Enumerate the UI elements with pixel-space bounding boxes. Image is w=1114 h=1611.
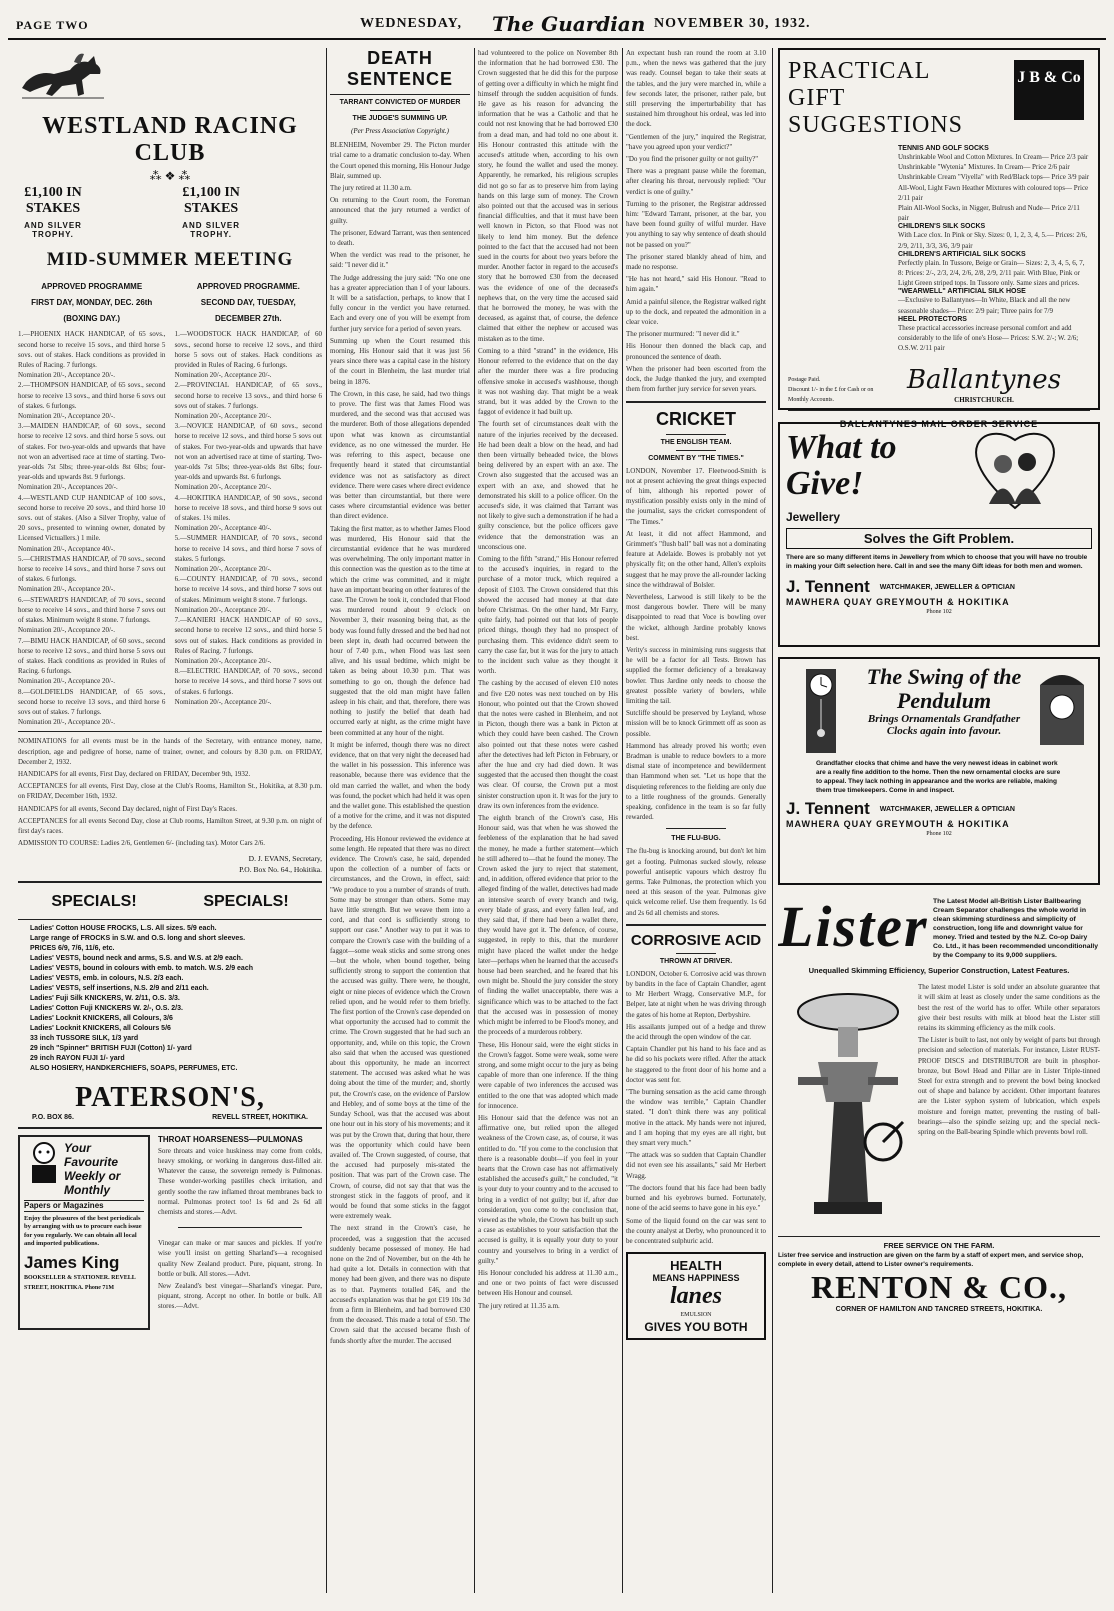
jk-line: Weekly or	[64, 1168, 121, 1183]
lanes-emulsion-ad	[626, 1252, 766, 1340]
column-racing-club	[18, 48, 322, 1593]
newspaper-title: The Guardian	[492, 12, 646, 36]
race-entry: Nomination 20/-, Acceptance 20/-.	[174, 371, 272, 380]
masthead-date: NOVEMBER 30, 1932.	[654, 16, 811, 31]
programme-heading: APPROVED PROGRAMME	[41, 282, 143, 292]
specials-item: Ladies' Cotton HOUSE FROCKS, L.S. All sizes. 5/9 each.	[30, 924, 217, 932]
race-entry: 1.—WOODSTOCK HACK HANDICAP, of 60 sovs., second horse to receive 12 sovs., and third horse 5 sovs out of stakes. Hack conditions as provided in Rules of Racing. 6 furlongs.	[174, 330, 322, 370]
column-advertisements	[778, 48, 1100, 1593]
product-description: Plain All-Wool Socks, in Nigger, Bulrush and Nude— Price 2/11 pair	[898, 204, 1080, 223]
article-paragraph: "He has not heard," said His Honour. "Read to him again."	[626, 275, 766, 294]
column-trial-continued	[478, 48, 618, 1593]
renton-name: RENTON & CO.,	[811, 1269, 1067, 1306]
health-brand: lanes	[669, 1283, 722, 1310]
product-heading: "WEARWELL" ARTIFICIAL SILK HOSE	[898, 288, 1026, 296]
race-entry: Nomination 20/-, Acceptance 20/-.	[174, 656, 272, 665]
tennent-address: MAWHERA QUAY GREYMOUTH & HOKITIKA	[786, 819, 1010, 829]
race-entry: Nomination 20/-, Acceptance 40/-.	[174, 524, 272, 533]
article-paragraph: The Judge addressing the jury said: "No one one has a greater appreciation than I of your labours. It will be a satisfaction, perhaps, to know that I fully concur in the verdict you have returned. Each and every one of you will be exempt from further jury service for a period of seven years.	[330, 273, 470, 333]
trophy-day1: AND SILVER TROPHY.	[24, 221, 82, 240]
article-paragraph: The eighth branch of the Crown's case, His Honour said, was that when he was showed the feebleness of the explanation that he had saved the money, he made a further statement—which he still adhered to—that he found the money. The Crown asked the jury to reject that statement, and, in addition, offered evidence that prior to the alleged finding of the wallet, detectives had made an intensive search of every branch and twig, every blade of grass, and every fallen leaf, and they said that, if there had been a wallet there, they would have got it. The defence, of course, suggested, in reply to this, that the murderer might have placed the wallet under the hedge later—perhaps when he learned that the accused's house had been searched, and he feared that his own might be. Should the jury consider the story of finding the wallet unacceptable, there was a significance which was to be attached to the fact that the accused was in possession of money which might be inferred to be Flood's money, and the proceeds of a murderous robbery.	[478, 814, 618, 1037]
article-paragraph: Summing up when the Court resumed this morning, His Honour said that it was just 56 years since there was a capital case in the history of the court in Blenheim, the last murder trial being in 1876.	[330, 336, 470, 386]
subheadline: TARRANT CONVICTED OF MURDER	[339, 99, 461, 106]
column-death-sentence	[330, 48, 470, 1593]
health-line: MEANS HAPPINESS	[652, 1273, 740, 1284]
race-entry: 1.—PHOENIX HACK HANDICAP, of 65 sovs., second horse to receive 15 sovs., and third horse 5 sovs. out of stakes. Hack conditions as provided in Rules of Racing. 7 furlongs.	[18, 330, 166, 370]
programme-heading: APPROVED PROGRAMME.	[196, 282, 300, 292]
pendulum-title: The Swing of the Pendulum	[866, 664, 1022, 713]
cricket-paragraph: LONDON, November 17. Fleetwood-Smith is not at present achieving the great things expected of him, although his reported power of mystification possibly exists only in the mind of the journalist, says the cricket correspondent of "The Times."	[626, 466, 766, 526]
race-entry: 3.—MAIDEN HANDICAP, of 60 sovs., second horse to receive 12 sovs. and third horse 5 sovs. out of stakes. For two-year-olds and upwards that have not won an advertised race at time of starting. Two-year-olds 7st 5lbs; three-year-olds 8st 6lbs; four-year-olds and upwards 8st. 9 furlongs.	[18, 422, 166, 482]
programme-heading: SECOND DAY, TUESDAY,	[200, 298, 296, 308]
specials-item: Large range of FROCKS in S.W. and O.S. long and short sleeves.	[30, 934, 246, 942]
club-name: WESTLAND RACING CLUB	[42, 113, 298, 167]
acid-paragraph: "The attack was so sudden that Captain Chandler did not even see his assailants," said Mr Herbert Wragg.	[626, 1151, 766, 1180]
race-note: HANDICAPS for all events, Second Day declared, night of First Day's Races.	[18, 804, 237, 813]
racehorse-icon	[18, 48, 108, 104]
article-paragraph: The next strand in the Crown's case, he proceeded, was a suggestion that the accused suddenly became possessed of money. He had none on the 2nd of November, but on the 4th he had quite a lot. Details in connection with that money had been given, and there was no dispute as to that. Payments totalled £46, and the accused's explanation was that he got £19 10s 3d from a firm in Blenheim, and had borrowed £30 from the deceased. This made a total of £50. The Crown said that the accused became flush of funds shortly after the murder. The accused	[330, 1224, 470, 1345]
race-entry: 7.—KANIERI HACK HANDICAP of 60 sovs., second horse to receive 12 sovs., and third horse 5 sovs out of stakes. Hack conditions as provided in Rules of Racing. 7 furlongs.	[174, 616, 322, 655]
solves-label: Solves the Gift Problem.	[786, 528, 1092, 549]
product-description: Unshrinkable Cream "Viyella" with Red/Black tops— Price 3/9 pair	[898, 173, 1090, 182]
store-street: REVELL STREET, HOKITIKA.	[212, 1113, 308, 1121]
jk-line: Favourite	[64, 1154, 119, 1169]
tennent-clocks-ad	[778, 657, 1100, 885]
product-heading: HEEL PROTECTORS	[898, 315, 967, 323]
cricket-paragraph: At least, it did not affect Hammond, and Grimmett's "flush ball" ball was not a dominating feature at Adelaide. Bowes is probably not yet physically fit; on the other hand, Allen's exploits suggest that he may prove the all-rounder lacking since the withdrawal of Bolsler.	[626, 529, 766, 589]
couple-illustration	[945, 430, 1085, 510]
race-entry: Nomination 20/-, Acceptance 20/-.	[18, 718, 115, 727]
cricket-sub: COMMENT BY "THE TIMES."	[648, 454, 744, 462]
race-entry: 6.—COUNTY HANDICAP, of 70 sovs., second horse to receive 14 sovs., and third horse 7 sovs out of stakes. Minimum weight 8 stone. 7 furlongs.	[174, 575, 322, 604]
article-paragraph: The Crown, in this case, he said, had two things to prove. The first was that James Flood was murdered, and the second was that accused was the murderer. Both of those allegations depended upon what was known as circumstantial evidence, as no one witnessed the murder. He was referring to this aspect, because one frequently heard it stated that circumstantial evidence was not as satisfactory as direct evidence. There were cases where direct evidence was better than circumstantial, but there were cases where circumstantial evidence was better than direct evidence.	[330, 389, 470, 521]
mantel-clock-icon	[1032, 665, 1092, 755]
article-paragraph: An expectant hush ran round the room at 3.10 p.m., when the news was gathered that the jury was ready. Counsel began to take their seats at the tables, and the jury were marched in, while a few seconds later, the prisoner, rather pale, but still preserving the imperturbability that has sustained him throughout his ordeal, was led into the dock.	[626, 49, 766, 129]
article-paragraph: Coming to a third "strand" in the evidence, His Honour referred to the evidence that on the day after the murder there was a fire producing offensive smoke in accused's washhouse, though it was not washing day. That might be a weak strand, but it was added by the Crown to the faggot of evidence it had built up.	[478, 346, 618, 417]
throat-headline: THROAT HOARSENESS—PULMONAS	[158, 1134, 303, 1144]
tennent-trade: WATCHMAKER, JEWELLER & OPTICIAN	[879, 583, 1015, 591]
race-note: ACCEPTANCES for all events Second Day, close at Club rooms, Hamilton Street, at 9.30 p.m. on night of first day's races.	[18, 816, 322, 835]
article-paragraph: "Gentlemen of the jury," inquired the Registrar, "have you agreed upon your verdict?"	[626, 132, 766, 151]
product-description: Perfectly plain. In Tussore, Beige or Grain— Sizes: 2, 3, 4, 5, 6, 7, 8: Prices: 2/-, 2/3, 2/4, 2/6, 2/8, 2/9, 2/11 pair. With Blue, Pink or Light Green striped tops. In Tussore only. Same sizes and prices.	[898, 258, 1085, 288]
specials-item: 29 inch RAYON FUJI 1/- yard	[30, 1054, 125, 1062]
gift-title: PRACTICAL	[788, 58, 931, 84]
flu-headline: THE FLU-BUG.	[671, 835, 721, 843]
race-entry: 5.—SUMMER HANDICAP, of 70 sovs., second horse to receive 14 sovs., and third horse 7 sovs of stakes. 5 furlongs.	[174, 534, 322, 563]
race-note: ACCEPTANCES for all events, First Day, close at the Club's Rooms, Hamilton St., Hokitika, at 8.30 p.m. on FRIDAY, December 16th, 1932.	[18, 782, 322, 801]
tennent-trade: WATCHMAKER, JEWELLER & OPTICIAN	[879, 805, 1015, 813]
race-entry: Nomination 20/-, Acceptance 20/-.	[174, 412, 272, 421]
jk-line: Monthly	[64, 1182, 110, 1197]
lister-brand: Lister	[778, 894, 929, 959]
acid-headline: CORROSIVE ACID	[630, 931, 762, 949]
article-paragraph: The prisoner, Edward Tarrant, was then sentenced to death.	[330, 228, 470, 248]
reader-figure-icon	[24, 1141, 64, 1191]
specials-heading: SPECIALS!	[203, 892, 289, 910]
flu-text: The flu-bug is knocking around, but don't let him get a footing. Pulmonas sucked slowly, release powerful antiseptic vapours which destroy flu germs. Take Pulmonas, the protection which you need at this season of the year. Pulmonas give quick welcome relief. Use them frequently. 1s 6d and 2s 6d all chemists and stores.	[626, 847, 766, 917]
specials-item: Ladies' VESTS, bound neck and arms, S.S. and W.S. at 2/9 each.	[30, 954, 243, 962]
store-box: P.O. BOX 86.	[32, 1113, 74, 1121]
tennent-phone: Phone 102	[926, 609, 952, 615]
race-entry: Nomination 20/-, Acceptance 40/-.	[18, 544, 115, 553]
article-paragraph: "Do you find the prisoner guilty or not guilty?"	[626, 155, 759, 164]
specials-item: PRICES 6/9, 7/6, 11/6, etc.	[30, 944, 115, 952]
secretary-address: P.O. Box No. 64., Hokitika.	[239, 864, 322, 874]
cricket-headline: CRICKET	[656, 408, 736, 429]
credit: (Per Press Association Copyright.)	[351, 127, 449, 135]
race-entry: Nomination 20/-, Acceptance 20/-.	[174, 483, 272, 492]
product-heading: CHILDREN'S ARTIFICIAL SILK SOCKS	[898, 250, 1026, 258]
acid-paragraph: LONDON, October 6. Corrosive acid was thrown by bandits in the face of Captain Chandler, agent to Mr Herbert Wragg, Conservative M.P., for Belper, late at night when he was driving through the gates of his home at Repton, Derbyshire.	[626, 969, 766, 1019]
race-entry: Nomination 20/-, Acceptances 20/-.	[18, 483, 118, 492]
ballantynes-signature: Ballantynes	[906, 365, 1062, 396]
race-entry: 4.—WESTLAND CUP HANDICAP of 100 sovs., second horse to receive 20 sovs., and third horse 10 sovs. out of stakes. (Also a Silver Trophy, value of 20 sovs., presented to winning owner, donated by Licensed Victuallers.) 1 mile.	[18, 493, 166, 543]
cricket-paragraph: Hammond has already proved his worth; even Bradman is unable to reduce bowlers to a more dismal state of incompetence and bewilderment than Hammond when set. "Let us hope that the disquieting references to the fielding are only due to a little roughness of the grounds. Generally speaking, confidence in the team is so far fully rewarded.	[626, 741, 766, 822]
ballantynes-logo: J B & Co	[1014, 60, 1084, 120]
race-note: NOMINATIONS for all events must be in the hands of the Secretary, with entrance money, name, description, age and pedigree of horse, name of trainer, owner, and colours by 8.30 p.m. on FRIDAY, December 2, 1932.	[18, 737, 322, 766]
vinegar-text: Vinegar can make or mar sauces and pickles. If you're wise you'll insist on getting Sharland's—a recognised quality New Zealand product. Pure, piquant, strong. In bottle or bulk. All stores.—Advt.	[158, 1239, 322, 1278]
race-entry: Nomination 20/-, Acceptance 20/-.	[18, 626, 115, 635]
cricket-paragraph: Verity's success in minimising runs suggests that he will be a factor for all Tests. Brown has supplied the former deficiency of a breakaway bowler. Thus Jardine only needs to choose the greatest possible variety of bowlers, while limiting the tail.	[626, 645, 766, 705]
specials-item: ALSO HOSIERY, HANDKERCHIEFS, SOAPS, PERFUMES, ETC.	[30, 1064, 238, 1072]
race-entry: Nomination 20/-, Acceptance 20/-.	[18, 677, 115, 686]
tennent-phone: Phone 102	[926, 831, 952, 837]
race-entry: Nomination 20/-, Acceptance 20/-.	[174, 697, 272, 706]
subheadline: THE JUDGE'S SUMMING UP.	[352, 115, 448, 122]
page-number: PAGE TWO	[16, 18, 89, 32]
article-paragraph: The prisoner stared blankly ahead of him, and made no response.	[626, 252, 766, 272]
article-paragraph: His Honour said that the defence was not an affirmative one, but relied upon the alleged weakness of the Crown case, as, of course, it was entitled to do. "If you come to the conclusion that there is a reasonable doubt—if you feel in your hearts that the Crown case has not affirmatively established the accused's guilt," he concluded, "it is your duty to your country and to the accused to bring in a verdict of not guilty; but if, after due consideration, you come to the conclusion that, viewed as the whole, the Crown has built up such a case as establishes to your satisfaction that the accused is guilty, it is equally your duty to your country and yourselves to bring in a verdict of guilty."	[478, 1113, 618, 1265]
lister-paragraph: The latest model Lister is sold under an absolute guarantee that it will skim at least as closely under the same conditions as the best the rest of the world has to offer. While other separators give their best results with milk at blood heat the Lister still retains its skimming efficiency as the milk cools.	[918, 983, 1100, 1033]
gift-title: GIFT	[788, 85, 846, 111]
renton-address: CORNER OF HAMILTON AND TANCRED STREETS, HOKITIKA.	[835, 1306, 1043, 1314]
free-service-head: FREE SERVICE ON THE FARM.	[883, 1241, 995, 1251]
race-entry: 4.—HOKITIKA HANDICAP, of 90 sovs., second horse to receive 18 sovs., and third horse 9 sovs out of stakes. 1¼ miles.	[174, 493, 322, 523]
race-entry: 2.—PROVINCIAL HANDICAP, of 65 sovs., second horse to receive 13 sovs., and third horse 6 sovs out of stakes. 7 furlongs.	[174, 381, 322, 410]
article-paragraph: Taking the first matter, as to whether James Flood was murdered, His Honour said that the circumstantial evidence that he was murdered was overwhelming. The only important matter in this connection was the question as to the time at which the crime was committed, and it might have an important bearing on other features of the case. The Crown he took it, concluded that Flood was murdered round about 9 o'clock on November 3, their reasoning being that, as the body was found fully dressed and the bed had not been slept in, death had occurred between the hour of 7.40 p.m., when Flood was last seen alive, and his usual bedtime, which might be taken as being about 10.30 p.m. That was something to go on, though the defence had suggested that the old man might have fallen asleep in his chair, and that, therefore, there was nothing to justify the belief that death had occurred early at night, as the crime might have been committed at any hour of the night.	[330, 524, 470, 737]
trophy-day2: AND SILVER TROPHY.	[182, 221, 241, 240]
ornament: ⁂ ❖ ⁂	[149, 169, 191, 184]
product-description: Unshrinkable Wool and Cotton Mixtures. In Cream— Price 2/3 pair	[898, 153, 1089, 161]
give: Give!	[786, 465, 864, 502]
jk-name: James King	[24, 1252, 120, 1272]
stakes-day2: £1,100 IN STAKES	[182, 185, 240, 217]
acid-paragraph: Some of the liquid found on the car was sent to the county analyst at Derby, who pronounced it to be concentrated sulphuric acid.	[626, 1216, 766, 1245]
health-line: GIVES YOU BOTH	[644, 1320, 748, 1335]
acid-paragraph: His assailants jumped out of a hedge and threw the acid through the open window of the car.	[626, 1022, 766, 1042]
race-entry: 8.—GOLDFIELDS HANDICAP, of 65 sovs., second horse to receive 13 sovs., and third horse 6 sovs out of stakes. 7 furlongs.	[18, 687, 166, 716]
cricket-paragraph: Nevertheless, Larwood is still likely to be the most dangerous bowler. There will be many disappointed to read that Voce is bowling over the wicket, although Jardine probably knows best.	[626, 592, 766, 642]
article-paragraph: Proceeding, His Honour reviewed the evidence at some length. He repeated that there was no direct evidence. The Crown's case, he said, depended upon the collection of a number of facts or circumstances, and the Crown, in effect, said: "We produce to you a number of strands of truth. Some may be stronger than others. Some may have little strength. But we weave them into a cord, and that cord is sufficiently strong to support our case." Another way to put it was to compare the Crown's case with the building of a faggot—some weak sticks and some strong ones—but the whole, when bound together, being sufficiently strong to support the contention that the accused was guilty. There were, he thought, eight or nine pieces of evidence which the Crown relied upon, and he would refer to them briefly. The first portion of the Crown's case depended on what opportunity the accused had to commit the crime. The Crown suggested that he had such an opportunity, and, while on this topic, the Crown also said that when the accused was questioned about this opportunity, he made an incorrect statement. The accused was asked what he was doing about the time of the murder; and, shortly put, the Crown's case, on the evidence of Parslow and Hebley, and of some boys at the time of the Sunday School, was that the accused was about one hour out in his story of his movements; and it was put by the Crown that, during that hour, there was the opportunity which could have been availed of. The Crown suggested, of course, that the accused had purposely mis-stated the position. That was part of the Crown case. The Crown, of course, did not say that that was the strongest stick in the faggots of proof, and it would be found that some sticks in the faggot were extremely weak.	[330, 834, 470, 1221]
race-note: HANDICAPS for all events, First Day, declared on FRIDAY, December 9th, 1932.	[18, 769, 251, 778]
health-line: HEALTH	[670, 1258, 722, 1274]
specials-item: Ladies' Locknit KNICKERS, all Colours, 3/6	[30, 1014, 173, 1022]
article-paragraph: It might be inferred, though there was no direct evidence, that on that very night the deceased had the wallet in his possession. This inference was reasonable, because there was evidence that the old man carried the wallet, and when the body was found, the pocket which had held it was open and the wallet gone. This established the question of a motive for the crime, and it was not disputed by the defence.	[330, 740, 470, 831]
specials-item: 33 inch TUSSORE SILK, 1/3 yard	[30, 1034, 139, 1042]
stakes-row	[18, 185, 322, 239]
acid-paragraph: "The doctors found that his face had been badly burned and his eyebrows burned. Fortunately, none of the acid seems to have gone in his eye."	[626, 1183, 766, 1213]
acid-sub: THROWN AT DRIVER.	[659, 957, 733, 965]
ballantynes-ad	[778, 48, 1100, 429]
article-paragraph: Coming to the fifth "strand," His Honour referred to the accused's inquiries, in regard to the purchase of a motor truck, which required a deposit of £103. The Crown considered that this showed the accused had money at that date before Christmas. On the other hand, Mr Farry, quite fairly, had pointed out that lots of people priced things, though they had no prospect of purchasing them. This evidence didn't seem to carry the case far, but it was for the jury to attach to the incident such value as they thought it worth.	[478, 554, 618, 676]
race-entry: 8.—ELECTRIC HANDICAP, of 70 sovs., second horse to receive 14 sovs., and third horse 7 sovs out of stakes. 6 furlongs.	[174, 667, 322, 696]
programme-day2	[175, 277, 322, 727]
race-notes	[18, 736, 322, 848]
specials-item: Ladies' Locknit KNICKERS, all Colours 5/6	[30, 1024, 171, 1032]
product-description: With Lace clox. In Pink or Sky. Sizes: 0, 1, 2, 3, 4, 5.— Prices: 2/6, 2/9, 2/11, 3/3, 3/6, 3/9 pair	[898, 231, 1088, 250]
race-entry: 5.—CHRISTMAS HANDICAP, of 70 sovs., second horse to receive 14 sovs., and third horse 7 sovs out of stakes. 6 furlongs.	[18, 554, 166, 584]
article-paragraph: The cashing by the accused of eleven £10 notes and five £20 notes was next touched on by His Honour, who pointed out that the Crown showed that the notes were cashed in Blenheim, and not in Picton, though there was a bank in Picton at which they could have been cashed. The Crown also pointed out that these notes were cashed after the detectives had left Picton in February, or after the hue and cry had died down. It was suggested that the accused then thought the coast was clear. Of course, the Crown put a most sinister construction upon it. It was for the jury to draw its own inferences from the evidence.	[478, 679, 618, 810]
article-paragraph: These, His Honour said, were the eight sticks in the Crown's faggot. Some were weak, some were strong, and some might occur to the jury as being capable of more than one inference. If the thing were capable of two inferences the accused was entitled to the one that was adopted which made for innocence.	[478, 1040, 618, 1110]
tennent-name: J. Tennent	[786, 799, 870, 818]
ballantynes-footer: BALLANTYNES MAIL ORDER SERVICE	[839, 418, 1039, 429]
cricket-paragraph: Sutcliffe should be preserved by Leyland, whose mission will be to knock Grimmett off as soon as possible.	[626, 709, 766, 738]
tennent-jewellery-ad	[778, 422, 1100, 647]
specials-heading: SPECIALS!	[51, 892, 137, 910]
jk-line: Papers or Magazines	[24, 1200, 144, 1212]
throat-text: Sore throats and voice huskiness may come from colds, heavy smoking, or working in dangerous dust-filled air. Whatever the cause, the sovereign remedy is Pulmonas. These wonder-working pastilles check irritation, and gently soothe the raw inflamed throat membranes back to normal. Pulmonas protect too! 1s 6d and 2s 6d all chemists and stores.—Advt.	[158, 1146, 322, 1216]
product-description: These practical accessories increase personal comfort and add considerably to the life of one's Hose— Prices: S.W. 2/-; W. 2/6; O.S.W. 2/11 pair	[898, 323, 1079, 353]
specials-item: Ladies' VESTS, bound in colours with emb. to match. W.S. 2/9 each	[30, 964, 253, 972]
free-service-text: Lister free service and instruction are given on the farm by a staff of expert men, and service shop, complete in every detail, attend to Lister owner's requirements.	[778, 1252, 1084, 1269]
specials-item: Ladies' Cotton Fuji KNICKERS W. 2/-, O.S. 2/3.	[30, 1004, 183, 1012]
race-entry: Nomination 20/-, Acceptance 20/-.	[174, 565, 272, 574]
acid-paragraph: Captain Chandler put his hand to his face and as he did so his pockets were rifled. After the attack he staggered to the front door of his home and a doctor was sent for.	[626, 1045, 766, 1084]
grandfather-clock-icon	[786, 665, 856, 755]
specials-ad	[18, 889, 322, 1121]
pendulum-body: Grandfather clocks that chime and have the very newest ideas in cabinet work are a really fine addition to the home. Then the new ornamental clocks are sure to appeal. They lack nothing in appearance and the works are reliable, making them true timekeepers. Come in and inspect.	[816, 760, 1061, 794]
headline: DEATH SENTENCE	[346, 48, 453, 89]
race-entry: Nomination 20/-, Acceptance 20/-.	[174, 605, 272, 614]
specials-item: Ladies' VESTS, emb. in colours, N.S. 2/3 each.	[30, 974, 184, 982]
product-description: Unshrinkable "Wytenia" Mixtures. In Cream— Price 2/6 pair	[898, 163, 1070, 172]
cream-separator-illustration	[778, 982, 918, 1232]
programme-heading: (BOXING DAY.)	[63, 314, 121, 324]
product-heading: TENNIS AND GOLF SOCKS	[898, 145, 989, 152]
what-to: What to	[786, 429, 897, 466]
race-entry: 6.—STEWARD'S HANDICAP, of 70 sovs., second horse to receive 14 sovs., and third horse 7 sovs out of stakes. Minimum weight 8 stone. 7 furlongs.	[18, 595, 166, 625]
health-line: EMULSION	[680, 1312, 712, 1319]
race-entry: Nomination 20/-, Acceptance 20/-.	[18, 412, 115, 421]
programme-heading: DECEMBER 27th.	[214, 314, 282, 324]
article-paragraph: There was a pregnant pause while the foreman, after clearing his throat, nervously replied: "Our verdict is one of guilty."	[626, 167, 766, 196]
product-heading: CHILDREN'S SILK SOCKS	[898, 223, 986, 231]
tennent-address: MAWHERA QUAY GREYMOUTH & HOKITIKA	[786, 597, 1010, 607]
james-king-ad	[18, 1135, 150, 1330]
jewellery-label: Jewellery	[786, 510, 841, 524]
stakes-day1: £1,100 IN STAKES	[24, 185, 82, 217]
tennent-body: There are so many different items in Jewellery from which to choose that you will have no trouble in making your Gift selection here. Call in and see the many Gift ideas for both men and women.	[786, 554, 1088, 570]
article-paragraph: had volunteered to the police on November 8th the information that he had borrowed £30. The Crown suggested that he did this for the purpose of getting over a difficulty in which he might find himself through the sudden acquisition of funds. He gave as his reason for advancing the information that he was a Catholic and that he could not rest knowing that he had borrowed £30 from a dead man, and had told no one about it. His Honour contrasted this attitude with the accused's attitude when, according to his own story, he found the wallet and used the money. Apparently, he remarked, his religious scruples did not go so far as to preserve him from laying hands on this large sum of money. The Crown also pointed out that the accused was in serious financial difficulties, and that it must have been well known in Picton, so that Flood was not likely to lend him money. But the defence pointed to the fact that the accused had not been sued in the courts for about two years before the murder. Another factor in regard to the accused's story that he borrowed £30 from the deceased was the evidence of one of the deceased's nephews that, on the very time the accused said that he borrowed the money, he was with the deceased, as against that, of course, the defence claimed that either the nephew or accused was mistaken as to the time.	[478, 49, 618, 343]
article-paragraph: His Honour concluded his address at 11.30 a.m., and one or two points of fact were discussed between His Honour and counsel.	[478, 1268, 618, 1298]
product-description: All-Wool, Light Fawn Heather Mixtures with coloured tops— Price 2/11 pair	[898, 183, 1089, 202]
article-paragraph: Turning to the prisoner, the Registrar addressed him: "Edward Tarrant, prisoner, at the bar, you have been found guilty of wilful murder. Have you anything to say why sentence of death should not be passed on you?"	[626, 199, 766, 249]
programme-heading: FIRST DAY, MONDAY, DEC. 26th	[31, 298, 153, 308]
cricket-sub: THE ENGLISH TEAM.	[660, 438, 732, 446]
discount-note: Discount 1/- in the £ for Cash or on Monthly Accounts.	[788, 387, 874, 404]
programme-day1	[18, 277, 165, 727]
article-paragraph: His Honour then donned the black cap, and pronounced the sentence of death.	[626, 342, 766, 361]
article-paragraph: The jury retired at 11.35 a.m.	[478, 1301, 560, 1310]
jk-address: BOOKSELLER & STATIONER. REVELL STREET, HOKITIKA. Phone 71M	[24, 1274, 136, 1292]
product-description: —Exclusive to Ballantynes—In White, Black and all the new seasonable shades— Price: 2/9 pair; Three pairs for 7/9	[898, 296, 1071, 315]
gift-title: SUGGESTIONS	[788, 112, 964, 138]
lister-lead: The Latest Model all-British Lister Ballbearing Cream Separator challenges the whole world in clean skimming sturdiness and simplicity of construction, long life and downright value for money. Tried and tested by the N.Z. Co-op Dairy Co. Ltd., it has been recommended unconditionally by the Company to its 9,000 suppliers.	[933, 898, 1099, 959]
jk-line: Your	[64, 1140, 91, 1155]
meeting-title: MID-SUMMER MEETING	[46, 249, 294, 271]
masthead	[8, 10, 1106, 40]
secretary-name: D. J. EVANS, Secretary,	[248, 854, 322, 864]
secretary	[18, 854, 322, 874]
tennent-name: J. Tennent	[786, 577, 870, 596]
race-entry: 7.—BIMU HACK HANDICAP, of 60 sovs., second horse to receive 12 sovs., and third horse 5 sovs out of stakes. Hack conditions as provided in Rules of Racing. 6 furlongs.	[18, 636, 166, 676]
acid-paragraph: "The burning sensation as the acid came through the window was terrible," Captain Chandler stated. "I don't think there was any political motive in the attack. My hands were not injured, and I am hoping that my eyes are all right, but they smart very much."	[626, 1088, 766, 1148]
masthead-day: WEDNESDAY,	[360, 16, 462, 31]
lister-ad	[778, 894, 1100, 1314]
ballantynes-city: CHRISTCHURCH.	[954, 396, 1014, 405]
race-entry: Nomination 20/-, Acceptance 20/-.	[18, 585, 115, 594]
article-paragraph: The jury retired at 11.30 a.m.	[330, 184, 412, 193]
race-entry: 2.—THOMPSON HANDICAP, of 65 sovs., second horse to receive 13 sovs., and third horse 6 sovs out of stakes. 6 furlongs.	[18, 381, 166, 410]
lister-paragraph: The Lister is built to last, not only by weight of parts but through precision and selection of materials. For instance, Lister RUST-PROOF DISCS and DISTRIBUTOR are built in phosphor-bronze, but Bowl Head and Pillar are in Lister Triple-tinned Steel for extra strength and to prevent the bowl being knocked out of shape and balance by accident. Other important features are the Lister syphon system of lubrication, which expels moisture and foreign matter, preventing the rusting of ball-bearings—also the spindle seizing up; and the special neck-spring on the Ball-bearing Spindle which prevents bowl roll.	[918, 1036, 1100, 1137]
article-paragraph: The fourth set of circumstances dealt with the nature of the injuries received by the deceased. He had been dealt a blow on the head, and had then been virtually beheaded twice, the blows being delivered by an expert with an axe. The Crown also suggested that the accused was an expert with an axe, and showed that he demonstrated his skill to a police officer. On the accused's side, it was claimed that Tarrant was not likely to give such a demonstration if he had a guilty conscience, but the police officers gave evidence that the demonstration was an unconscious one.	[478, 420, 618, 551]
column-misc-news	[626, 48, 766, 1593]
race-entry: Nomination 20/-, Acceptance 20/-.	[18, 371, 115, 380]
store-name: PATERSON'S,	[75, 1081, 265, 1113]
specials-item: Ladies' VESTS, self insertions, N.S. 2/9 and 2/11 each.	[30, 984, 209, 992]
article-paragraph: When the prisoner had been escorted from the dock, the Judge thanked the jury, and exempted them from further jury service for seven years.	[626, 364, 766, 394]
vinegar-text: New Zealand's best vinegar—Sharland's vinegar. Pure, piquant, strong. Accept no other. In bottle or bulk. All stores.—Advt.	[158, 1282, 322, 1311]
postage-note: Postage Paid.	[788, 377, 821, 384]
pendulum-sub: Brings Ornamentals Grandfather Clocks again into favour.	[867, 713, 1021, 737]
article-paragraph: BLENHEIM, November 29. The Picton murder trial came to a dramatic conclusion to-day. When the Court opened this morning, His Honour Judge Blair, summed up.	[330, 141, 470, 180]
article-paragraph: The prisoner murmured: "I never did it."	[626, 330, 740, 339]
article-paragraph: When the verdict was read to the prisoner, he said: "I never did it."	[330, 251, 470, 270]
specials-item: Ladies' Fuji Silk KNICKERS, W. 2/11, O.S. 3/3.	[30, 994, 180, 1002]
article-paragraph: Amid a painful silence, the Registrar walked right up to the dock, and repeated the admonition in a clear voice.	[626, 297, 766, 327]
jk-body: Enjoy the pleasures of the best periodicals by arranging with us to procure each issue for you regularly. We can obtain all local and imported publications.	[24, 1214, 142, 1248]
race-note: ADMISSION TO COURSE: Ladies 2/6, Gentlemen 6/- (including tax). Motor Cars 2/6.	[18, 839, 266, 848]
lister-unequalled: Unequalled Skimming Efficiency, Superior Construction, Latest Features.	[808, 966, 1070, 975]
race-entry: 3.—NOVICE HANDICAP, of 60 sovs., second horse to receive 12 sovs., and third horse 5 sovs out of stakes. For two-year-olds and upwards that have not won an advertised race at time of starting. Two-year-olds 7st 5lbs; three-year-olds 8st 6lbs; four-year-olds and upwards 8st. 6 furlongs.	[174, 422, 322, 482]
article-paragraph: On returning to the Court room, the Foreman announced that the jury returned a verdict of guilty.	[330, 196, 470, 225]
specials-item: 29 inch "Spinner" BRITISH FUJI (Cotton) 1/- yard	[30, 1044, 192, 1052]
